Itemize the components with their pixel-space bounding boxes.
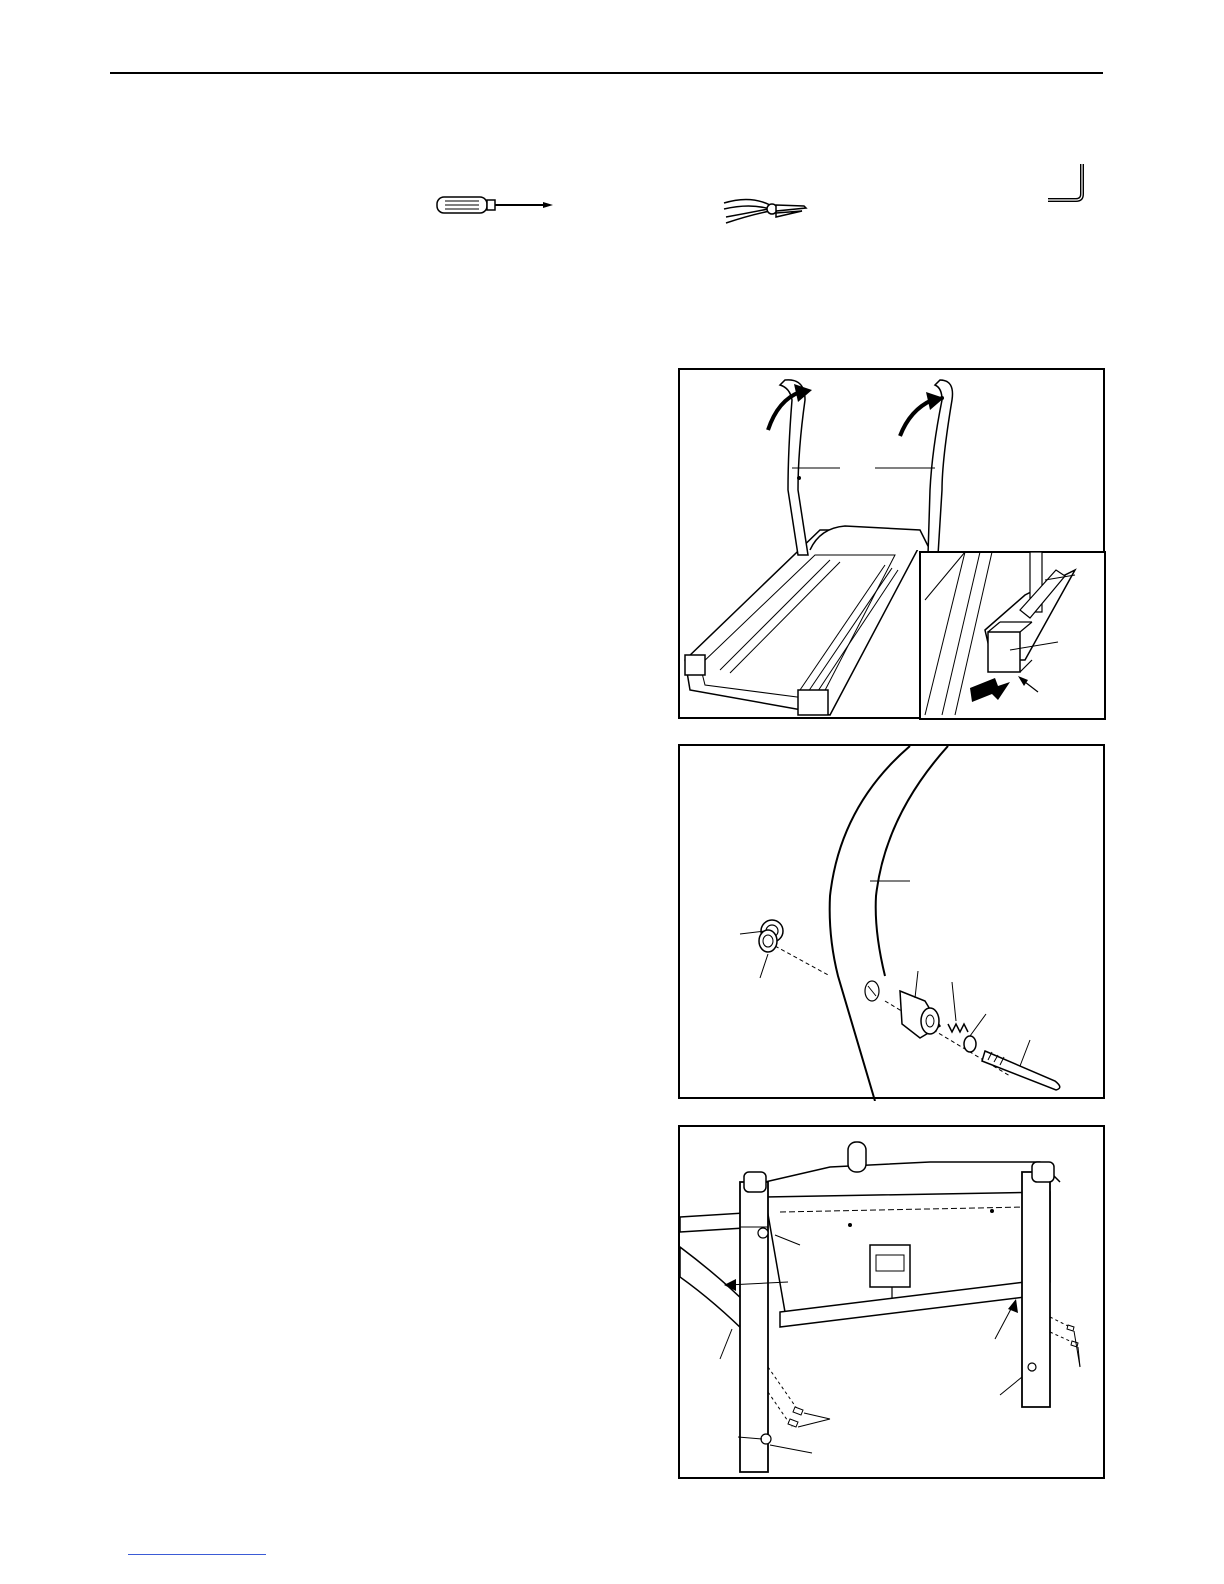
figure-2-drawing [680,746,1107,1101]
figure-1-drawing [680,370,1107,721]
phillips-screwdriver-icon [435,190,560,220]
hex-key-icon [1040,162,1095,207]
figure-1 [678,368,1105,719]
figure-3 [678,1125,1105,1479]
header-rule [110,72,1103,74]
footer-link-underline[interactable] [128,1554,266,1555]
figure-2 [678,744,1105,1099]
figure-3-drawing [680,1127,1107,1481]
needlenose-pliers-icon [720,193,810,228]
